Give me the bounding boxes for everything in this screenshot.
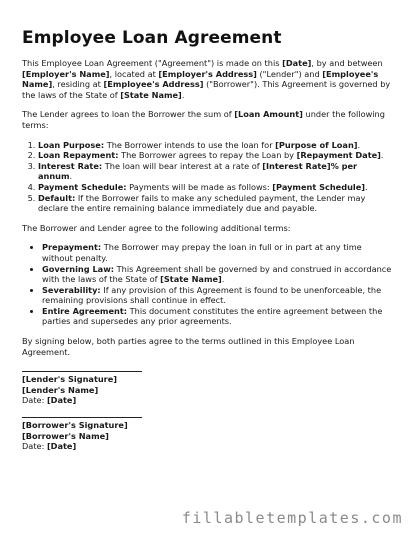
lender-date-label: Date: bbox=[22, 395, 47, 406]
employee-address-placeholder: [Employee's Address] bbox=[103, 79, 204, 90]
intro-text-5: , residing at bbox=[52, 79, 104, 90]
intro-text-7: . bbox=[181, 89, 185, 100]
borrower-signature-placeholder: [Borrower's Signature] bbox=[22, 420, 128, 431]
term-text: The loan will bear interest at a rate of bbox=[102, 160, 263, 171]
term-text-end: . bbox=[365, 181, 368, 192]
term-text-end: . bbox=[357, 139, 361, 150]
term-label: Loan Purpose: bbox=[38, 139, 105, 150]
term-text-end: . bbox=[69, 171, 73, 182]
closing-paragraph: By signing below, both parties agree to the terms outlined in this Employee Loan Agreement. bbox=[22, 336, 355, 357]
list-item bbox=[42, 264, 394, 285]
term-text: This Agreement shall be governed by and construed in accordance with the laws of the State of bbox=[42, 263, 392, 285]
term-label: Payment Schedule: bbox=[38, 181, 127, 192]
list-item bbox=[38, 193, 394, 214]
loan-text-2: under the following terms: bbox=[22, 109, 385, 130]
term-placeholder: [Purpose of Loan] bbox=[275, 139, 358, 150]
loan-paragraph bbox=[22, 109, 394, 130]
employee-name-placeholder: [Employee's Name] bbox=[22, 68, 379, 90]
term-text: Payments will be made as follows: bbox=[126, 181, 273, 192]
term-label: Entire Agreement: bbox=[42, 305, 128, 316]
intro-text-1: This Employee Loan Agreement ("Agreement") is made on this bbox=[22, 58, 283, 68]
term-label: Interest Rate: bbox=[38, 160, 103, 171]
term-text: This document constitutes the entire agreement between the parties and supersedes any prior agreements. bbox=[42, 305, 383, 327]
term-placeholder: [State Name] bbox=[160, 274, 222, 285]
term-text: The Borrower intends to use the loan for bbox=[104, 139, 276, 150]
term-text: If any provision of this Agreement is found to be unenforceable, the remaining provisions shall continue in effect. bbox=[42, 284, 382, 306]
borrower-name-placeholder: [Borrower's Name] bbox=[22, 430, 109, 441]
additional-terms-list bbox=[22, 242, 394, 327]
list-item bbox=[42, 285, 394, 306]
loan-amount-placeholder: [Loan Amount] bbox=[234, 109, 303, 120]
borrower-signature-block bbox=[22, 417, 394, 451]
document-page bbox=[22, 28, 394, 464]
term-label: Prepayment: bbox=[42, 242, 102, 253]
term-placeholder: [Repayment Date] bbox=[296, 150, 381, 161]
list-item bbox=[42, 306, 394, 327]
term-placeholder: [Payment Schedule] bbox=[272, 181, 366, 192]
signature-section bbox=[22, 371, 394, 451]
term-label: Loan Repayment: bbox=[38, 150, 119, 161]
term-text: If the Borrower fails to make any scheduled payment, the Lender may declare the entire remaining balance immediately due and payable. bbox=[38, 192, 366, 214]
state-placeholder: [State Name] bbox=[120, 89, 182, 100]
intro-paragraph bbox=[22, 58, 394, 100]
term-label: Governing Law: bbox=[42, 263, 115, 274]
lender-signature-placeholder: [Lender's Signature] bbox=[22, 374, 118, 385]
list-item bbox=[38, 182, 394, 193]
intro-text-4: ("Lender") and bbox=[256, 68, 323, 79]
document-title: Employee Loan Agreement bbox=[22, 28, 282, 48]
intro-text-2: , by and between bbox=[311, 58, 383, 68]
list-item bbox=[38, 140, 394, 151]
employer-address-placeholder: [Employer's Address] bbox=[158, 68, 257, 79]
term-label: Default: bbox=[38, 192, 76, 203]
term-text-end: . bbox=[380, 150, 384, 161]
lender-signature-line bbox=[22, 371, 142, 372]
term-text: The Borrower agrees to repay the Loan by bbox=[118, 150, 297, 161]
additional-terms-intro: The Borrower and Lender agree to the following additional terms: bbox=[22, 222, 291, 233]
watermark: fillabletemplates.com bbox=[181, 509, 403, 527]
term-placeholder: [Interest Rate]% per annum bbox=[38, 160, 358, 182]
list-item bbox=[38, 150, 394, 161]
list-item bbox=[38, 161, 394, 182]
term-text: The Borrower may prepay the loan in full or in part at any time without penalty. bbox=[42, 242, 362, 263]
intro-text-3: , located at bbox=[109, 68, 159, 79]
lender-signature-block bbox=[22, 371, 394, 405]
term-text-end: . bbox=[221, 274, 225, 285]
lender-date-placeholder: [Date] bbox=[46, 395, 77, 406]
borrower-signature-line bbox=[22, 417, 142, 418]
borrower-date-placeholder: [Date] bbox=[46, 441, 77, 452]
date-placeholder: [Date] bbox=[282, 58, 312, 68]
lender-name-placeholder: [Lender's Name] bbox=[22, 384, 99, 395]
loan-text-1: The Lender agrees to loan the Borrower the sum of bbox=[22, 109, 235, 120]
loan-terms-list bbox=[22, 140, 394, 214]
term-label: Severability: bbox=[42, 284, 101, 295]
employer-name-placeholder: [Employer's Name] bbox=[22, 68, 110, 79]
borrower-date-label: Date: bbox=[22, 441, 47, 452]
list-item bbox=[42, 242, 394, 263]
intro-text-6: ("Borrower"). This Agreement is governed by the laws of the State of bbox=[22, 79, 391, 100]
